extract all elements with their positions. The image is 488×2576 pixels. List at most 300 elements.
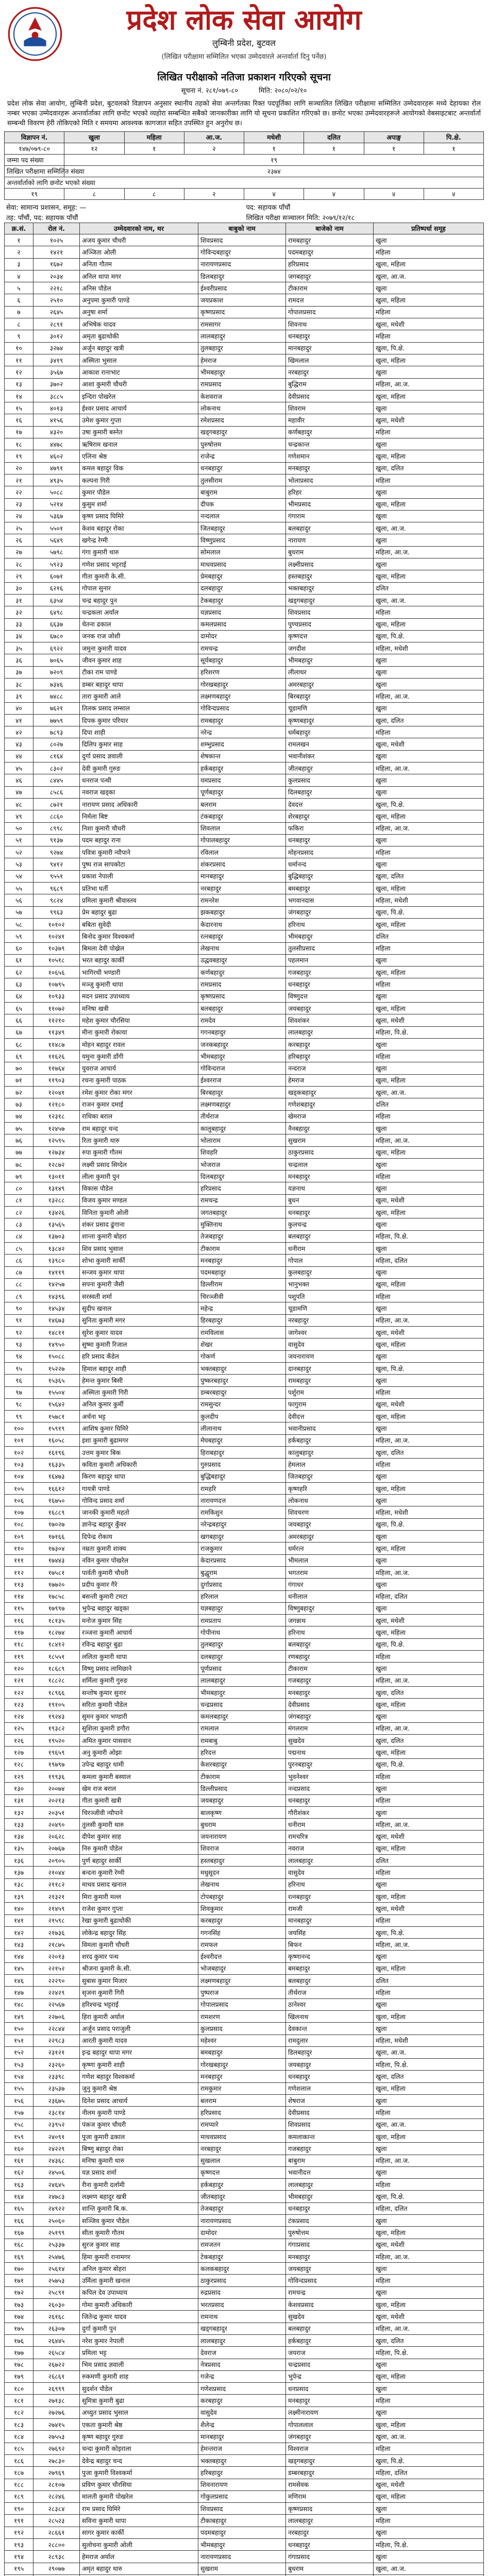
candidate-name-cell: गणेश प्रसाद भट्टराई (80, 558, 198, 570)
adv-header-cell: खुला (64, 132, 124, 143)
serial-cell: १४ (5, 390, 33, 402)
father-name-cell: रामप्रताप (198, 1615, 286, 1626)
father-name-cell: शिवनारायण (198, 2479, 286, 2490)
group-cell: महिला, आ.ज. (374, 2250, 484, 2262)
table-row (5, 306, 484, 318)
candidate-name-cell: अस्मिता भुसाल (80, 354, 198, 366)
father-name-cell: धनबहादुर (198, 462, 286, 474)
group-cell: खुला, महिला (374, 1278, 484, 1290)
father-name-cell: हरिप्रसाद (198, 2107, 286, 2119)
table-row (5, 2250, 484, 2262)
table-row (5, 2443, 484, 2454)
group-cell: महिला (374, 2179, 484, 2191)
candidate-name-cell: सुलोचना कुमारी ओली (80, 2539, 198, 2551)
grandfather-name-cell: गणेशबहादुर (286, 1098, 374, 1110)
table-row (5, 2119, 484, 2130)
serial-cell: १४४ (5, 1951, 33, 1962)
candidate-name-cell: दुर्गा प्रसाद ज्ञवाली (80, 750, 198, 762)
father-name-cell: गोकर्ण (198, 1350, 286, 1362)
table-row (5, 318, 484, 330)
group-cell: महिला (374, 1110, 484, 1122)
candidate-name-cell: सञ्जिव कुमार पौडेल (80, 2214, 198, 2226)
grandfather-name-cell: शेरबहादुर (286, 810, 374, 822)
candidate-name-cell: अञ्जिता ओली (80, 246, 198, 258)
candidate-name-cell: चिरञ्जीवी न्यौपाने (80, 1806, 198, 1818)
table-row (5, 1878, 484, 1890)
serial-cell: ८० (5, 1182, 33, 1194)
serial-cell: ५ (5, 282, 33, 294)
table-row (5, 1314, 484, 1326)
group-cell: खुला (374, 2286, 484, 2298)
table-row (5, 1842, 484, 1854)
serial-cell: १०० (5, 1422, 33, 1434)
candidate-name-cell: लोकेन्द्र बहादुर सिंह (80, 1926, 198, 1938)
candidate-name-cell: जमुना कुमारी यादव (80, 642, 198, 654)
father-name-cell: दिलबहादुर (198, 1171, 286, 1182)
grandfather-name-cell: मणिराम (286, 2490, 374, 2502)
candidate-name-cell: जुनु कुमारी श्रेष्ठ (80, 2082, 198, 2094)
grandfather-name-cell: धर्मानन्द (286, 858, 374, 870)
serial-cell: १०१ (5, 1434, 33, 1446)
grandfather-name-cell: नैनबहादुर (286, 1122, 374, 1134)
father-name-cell: रुद्रप्रसाद (198, 2286, 286, 2298)
org-tagline: (लिखित परीक्षामा सम्मिलित भएका उम्मेदवारले अन्तर्वार्ता दिनु पर्नेछ) (161, 53, 327, 61)
roll-no-cell: ११४८७ (33, 1038, 80, 1050)
father-name-cell: गुरुप्रसाद (198, 1459, 286, 1470)
table-row (5, 1758, 484, 1770)
father-name-cell: लालबहादुर (198, 2334, 286, 2346)
grandfather-name-cell: बुधन (286, 1194, 374, 1206)
serial-cell: १३५ (5, 1842, 33, 1854)
grandfather-name-cell: धनबहादुर (286, 1794, 374, 1806)
grandfather-name-cell: डिलबहादुर (286, 2046, 374, 2058)
father-name-cell: रविलाल (198, 846, 286, 858)
serial-cell: ३५ (5, 642, 33, 654)
serial-cell: १७२ (5, 2286, 33, 2298)
candidate-name-cell: अनिल थापा मगर (80, 270, 198, 282)
serial-cell: ४९ (5, 810, 33, 822)
table-row (5, 2286, 484, 2298)
grandfather-name-cell: तुलसीप्रसाद (286, 942, 374, 954)
table-row (5, 750, 484, 762)
father-name-cell: मानबहादुर (198, 870, 286, 882)
candidate-name-cell: गीता कुमारी के.सी. (80, 570, 198, 582)
group-cell: खुला (374, 2263, 484, 2275)
table-row (5, 246, 484, 258)
candidate-name-cell: निर्मला बिष्ट (80, 810, 198, 822)
roll-no-cell: ६२१६ (33, 582, 80, 594)
table-row (5, 1962, 484, 1974)
group-cell: खुला (374, 750, 484, 762)
roll-no-cell: १०१०२ (33, 918, 80, 930)
grandfather-name-cell: कमलाकान्त (286, 2130, 374, 2142)
candidate-name-cell: अमृता बुढाथोकी (80, 330, 198, 342)
table-row (5, 1446, 484, 1458)
serial-cell: ५८ (5, 918, 33, 930)
candidate-name-cell: सागर कुमार कार्की (80, 2527, 198, 2538)
grandfather-name-cell: पर्शुराम (286, 1386, 374, 1398)
candidate-name-cell: श्रीजना कुमारी के.सी. (80, 1962, 198, 1974)
serial-cell: १६७ (5, 2227, 33, 2239)
candidate-name-cell: अर्जुन प्रसाद पराजुली (80, 2023, 198, 2035)
grandfather-name-cell: धनबहादुर (286, 330, 374, 342)
group-cell: खुला, दलित (374, 870, 484, 882)
roll-no-cell: २८१०७ (33, 2479, 80, 2490)
grandfather-name-cell: शेषराज (286, 2095, 374, 2107)
serial-cell: ९२ (5, 1327, 33, 1338)
father-name-cell: यज्ञबहादुर (198, 1602, 286, 1614)
roll-no-cell: २५८९१ (33, 2286, 80, 2298)
table-row (5, 2179, 484, 2191)
serial-cell: ९ (5, 330, 33, 342)
candidate-name-cell: दिपक कुमार परियार (80, 714, 198, 726)
candidate-name-cell: पवित्रा कुमारी न्यौपाने (80, 846, 198, 858)
table-row (5, 1890, 484, 1902)
roll-no-cell: २८६६१ (33, 2527, 80, 2538)
serial-cell: २७ (5, 546, 33, 558)
advertisement-table (4, 131, 484, 200)
father-name-cell: भीमबहादुर (198, 1686, 286, 1698)
serial-cell: ५७ (5, 906, 33, 918)
roll-no-cell: २१७३६ (33, 1926, 80, 1938)
father-name-cell: कर्णबहादुर (198, 967, 286, 978)
candidate-name-cell: जीवन कुमार शाह (80, 654, 198, 666)
grandfather-name-cell: भुवनेश्वर (286, 1771, 374, 1783)
candidate-name-cell: ललिता कुमारी थापा (80, 1651, 198, 1663)
roll-no-cell: १५५०४ (33, 1386, 80, 1398)
table-row (5, 1722, 484, 1734)
roll-no-cell: ५५०१ (33, 522, 80, 534)
father-name-cell: देवराज (198, 2347, 286, 2359)
candidate-name-cell: अनिता गौतम (80, 258, 198, 270)
serial-cell: १२१ (5, 1674, 33, 1686)
grandfather-name-cell: मोहनप्रसाद (286, 846, 374, 858)
results-table (4, 223, 484, 2576)
group-cell: खुला (374, 1951, 484, 1962)
candidate-name-cell: मनोज कुमार सिंह (80, 1615, 198, 1626)
table-row (5, 1482, 484, 1494)
serial-cell: १९५ (5, 2563, 33, 2574)
roll-no-cell: १७९९७ (33, 1602, 80, 1614)
candidate-name-cell: गणेश बहादुर विश्वकर्मा (80, 2071, 198, 2082)
group-cell: खुला (374, 1878, 484, 1890)
roll-no-cell: ६४९८ (33, 606, 80, 618)
father-name-cell: रामसागर (198, 318, 286, 330)
table-row (5, 1867, 484, 1878)
group-cell: खुला (374, 858, 484, 870)
candidate-name-cell: अनिस पौडेल (80, 282, 198, 294)
father-name-cell: गोरखबहादुर (198, 678, 286, 690)
candidate-name-cell: पुष्प राज सापकोटा (80, 858, 198, 870)
serial-cell: १७ (5, 426, 33, 438)
candidate-name-cell: बबिता सुवेदी (80, 918, 198, 930)
roll-no-cell: २५१० (33, 294, 80, 306)
father-name-cell: रामदेव (198, 1014, 286, 1026)
grandfather-name-cell: जयसिंह (286, 1926, 374, 1938)
grandfather-name-cell: चूडामणि (286, 1302, 374, 1314)
roll-no-cell: ११९०३ (33, 1074, 80, 1086)
serial-cell: १२९ (5, 1771, 33, 1783)
table-row (5, 2467, 484, 2479)
roll-no-cell: २२९८३ (33, 2035, 80, 2046)
serial-cell: ४६ (5, 774, 33, 786)
candidate-name-cell: सुबास कुमार मिजार (80, 1975, 198, 1987)
group-cell: महिला (374, 306, 484, 318)
serial-cell: ९६ (5, 1375, 33, 1386)
roll-no-cell: २७१३८ (33, 2395, 80, 2406)
serial-cell: १२३ (5, 1699, 33, 1710)
table-row (5, 330, 484, 342)
grandfather-name-cell: विश्वराज (286, 2443, 374, 2454)
father-name-cell: शिवहरि (198, 1146, 286, 1158)
serial-cell: ६३ (5, 978, 33, 990)
results-header-cell: क्र.सं. (5, 223, 33, 234)
group-cell: महिला (374, 246, 484, 258)
table-row (5, 2419, 484, 2431)
serial-cell: २२ (5, 486, 33, 498)
roll-no-cell: १७०२७ (33, 1518, 80, 1530)
group-cell: खुला (374, 2166, 484, 2178)
father-name-cell: रत्नबहादुर (198, 930, 286, 942)
father-name-cell: नन्दलाल (198, 510, 286, 522)
serial-cell: २६ (5, 534, 33, 546)
table-row (5, 2299, 484, 2311)
candidate-name-cell: दिनेश प्रसाद आचार्य (80, 2095, 198, 2107)
father-name-cell: वासुदेव (198, 2406, 286, 2418)
group-cell: खुला, दलित (374, 462, 484, 474)
group-cell: महिला, दलित (374, 1255, 484, 1266)
group-cell: खुला (374, 366, 484, 378)
table-row (5, 486, 484, 498)
father-name-cell: रामचन्द्र (198, 1194, 286, 1206)
roll-no-cell: २६०३० (33, 2299, 80, 2311)
group-cell: महिला, आ.ज. (374, 546, 484, 558)
roll-no-cell: २६४५ (33, 306, 80, 318)
candidate-name-cell: खेम राज बराल (80, 1783, 198, 1794)
roll-no-cell: १५३६५ (33, 1375, 80, 1386)
father-name-cell: रामविलास (198, 1327, 286, 1338)
serial-cell: १३० (5, 1783, 33, 1794)
group-cell: खुला, आ.ज. (374, 1087, 484, 1098)
serial-cell: १६८ (5, 2239, 33, 2250)
roll-no-cell: १३२८८ (33, 1194, 80, 1206)
grandfather-name-cell: भानुभक्त (286, 1278, 374, 1290)
group-cell: खुला, पि.क्षे. (374, 906, 484, 918)
group-cell: खुला, महिला (374, 1699, 484, 1710)
exam-meta (4, 202, 484, 223)
father-name-cell: गजेन्द्र (198, 2370, 286, 2382)
roll-no-cell: २३२६० (33, 2059, 80, 2071)
grandfather-name-cell: जितबहादुर (286, 1470, 374, 1482)
candidate-name-cell: प्रविण कुमार चौरसिया (80, 2479, 198, 2490)
roll-no-cell: १२३१८ (33, 1110, 80, 1122)
grandfather-name-cell: हरिनाथ (286, 1878, 374, 1890)
candidate-name-cell: यमुना कुमारी डाँगी (80, 1050, 198, 1062)
father-name-cell: लीलानाथ (198, 1422, 286, 1434)
grandfather-name-cell: लालबहादुर (286, 1026, 374, 1038)
table-row (5, 606, 484, 618)
father-name-cell: शिवप्रसाद (198, 2503, 286, 2515)
roll-no-cell: १०५१८ (33, 954, 80, 966)
father-name-cell: बुद्धिबहादुर (198, 1470, 286, 1482)
serial-cell: ३९ (5, 690, 33, 702)
candidate-name-cell: दुर्गा कुमारी पुन (80, 2323, 198, 2334)
roll-no-cell: २८३८४ (33, 2503, 80, 2515)
roll-no-cell: ४१५६ (33, 414, 80, 426)
grandfather-name-cell: धनबहादुर (286, 834, 374, 846)
roll-no-cell: २५३३७ (33, 2239, 80, 2250)
adv-seat-row (5, 143, 484, 155)
meta-service: सेवा: सामान्य प्रशासन, समूह: — (6, 204, 87, 212)
table-row (5, 378, 484, 390)
adv-pass-cell: ४ (304, 189, 364, 200)
serial-cell: १८३ (5, 2419, 33, 2431)
table-row (5, 1735, 484, 1747)
candidate-name-cell: जनक राज जोशी (80, 630, 198, 642)
father-name-cell: रामलाल (198, 1722, 286, 1734)
grandfather-name-cell: गजबहादुर (286, 967, 374, 978)
grandfather-name-cell: देवीप्रसाद (286, 390, 374, 402)
grandfather-name-cell: रामदत्त (286, 294, 374, 306)
roll-no-cell: २७८३० (33, 2454, 80, 2466)
roll-no-cell: ३७०२ (33, 378, 80, 390)
grandfather-name-cell: खेमराज (286, 1110, 374, 1122)
father-name-cell: दामोदर (198, 630, 286, 642)
candidate-name-cell: सुमन कुमार भण्डारी (80, 1710, 198, 1722)
results-header-cell: रोल नं. (33, 223, 80, 234)
serial-cell: १६ (5, 414, 33, 426)
father-name-cell: नेत्रप्रसाद (198, 2359, 286, 2370)
roll-no-cell: २५७५३ (33, 2275, 80, 2286)
candidate-name-cell: मीना कुमारी रोकाया (80, 1026, 198, 1038)
roll-no-cell: १९९३६ (33, 1771, 80, 1783)
grandfather-name-cell: बाबुराम (286, 2155, 374, 2166)
serial-cell: ८३ (5, 1218, 33, 1230)
roll-no-cell: ११२१० (33, 1014, 80, 1026)
group-cell: खुला, महिला (374, 2490, 484, 2502)
grandfather-name-cell: हस्तबहादुर (286, 570, 374, 582)
roll-no-cell: ८१६४ (33, 750, 80, 762)
candidate-name-cell: कृष्ण बहादुर गुरुङ (80, 2431, 198, 2443)
table-row (5, 1975, 484, 1987)
group-cell: महिला, पि.क्षे. (374, 1026, 484, 1038)
roll-no-cell: २८९३८ (33, 2551, 80, 2563)
table-row (5, 426, 484, 438)
group-cell: महिला, पि.क्षे. (374, 2347, 484, 2359)
serial-cell: ३६ (5, 654, 33, 666)
group-cell: खुला (374, 2023, 484, 2035)
candidate-name-cell: चन्द्र बहादुर पुन (80, 594, 198, 606)
father-name-cell: केशरबहादुर (198, 1758, 286, 1770)
father-name-cell: गोपालप्रसाद (198, 1998, 286, 2010)
father-name-cell: टीकाराम (198, 1771, 286, 1783)
candidate-name-cell: कुसुम शर्मा (80, 498, 198, 510)
results-header-row (5, 223, 484, 234)
grandfather-name-cell: रामबहादुर (286, 1375, 374, 1386)
grandfather-name-cell: कर्णबहादुर (286, 426, 374, 438)
group-cell: खुला, मधेशी (374, 1398, 484, 1410)
grandfather-name-cell: शिवशंकर (286, 1014, 374, 1026)
grandfather-name-cell: बमबहादुर (286, 1962, 374, 1974)
adv-exam-value: २३७४ (64, 166, 484, 177)
father-name-cell: ठाकुरप्रसाद (198, 2275, 286, 2286)
serial-cell: १०३ (5, 1459, 33, 1470)
grandfather-name-cell: लक्ष्मीप्रसाद (286, 558, 374, 570)
group-cell: महिला, आ.ज. (374, 1722, 484, 1734)
group-cell: खुला, महिला (374, 450, 484, 462)
father-name-cell: भक्तबहादुर (198, 1362, 286, 1374)
candidate-name-cell: माधव प्रसाद खनाल (80, 1878, 198, 1890)
candidate-name-cell: बसन्ती कुमारी टमटा (80, 1590, 198, 1602)
roll-no-cell: ४६०२ (33, 450, 80, 462)
candidate-name-cell: अच्युत प्रसाद भुसाल (80, 2406, 198, 2418)
father-name-cell: गोविन्दबहादुर (198, 246, 286, 258)
group-cell: खुला, मधेशी (374, 2311, 484, 2323)
father-name-cell: यज्ञप्रसाद (198, 606, 286, 618)
table-row (5, 1566, 484, 1578)
candidate-name-cell: अनुपमा कुमारी पाण्डे (80, 294, 198, 306)
serial-cell: २ (5, 246, 33, 258)
grandfather-name-cell: शिवप्रसाद (286, 606, 374, 618)
candidate-name-cell: नम्रता कुमारी शाक्य (80, 1543, 198, 1554)
father-name-cell: नरबहादुर (198, 2143, 286, 2155)
candidate-name-cell: उपेन्द्र बहादुर धामी (80, 1758, 198, 1770)
candidate-name-cell: राधिका बराल (80, 1110, 198, 1122)
candidate-name-cell: तुलसी कुमारी थारु (80, 1819, 198, 1831)
table-row (5, 786, 484, 798)
adv-header-cell: पि.क्षे. (424, 132, 483, 143)
candidate-name-cell: उषा कुमारी बस्नेत (80, 426, 198, 438)
father-name-cell: गणेशप्रसाद (198, 2383, 286, 2395)
candidate-name-cell: खगेन्द्र रेग्मी (80, 534, 198, 546)
grandfather-name-cell: गंगाधर (286, 1579, 374, 1590)
table-row (5, 1903, 484, 1914)
grandfather-name-cell: गंगाराम (286, 510, 374, 522)
serial-cell: ११९ (5, 1651, 33, 1663)
roll-no-cell: ८८६० (33, 810, 80, 822)
candidate-name-cell: युवराज आचार्य (80, 1062, 198, 1074)
serial-cell: ४२ (5, 726, 33, 738)
roll-no-cell: २३६७५ (33, 2095, 80, 2107)
roll-no-cell: १२४५७ (33, 1122, 80, 1134)
roll-no-cell: १४८११ (33, 1327, 80, 1338)
group-cell: दलित (374, 582, 484, 594)
table-row (5, 2431, 484, 2443)
father-name-cell: जयनारायण (198, 1831, 286, 1842)
roll-no-cell: १०७९५ (33, 978, 80, 990)
group-cell: खुला (374, 558, 484, 570)
grandfather-name-cell: कृष्णानन्द (286, 1951, 374, 1962)
grandfather-name-cell: लालबहादुर (286, 2179, 374, 2191)
roll-no-cell: ९८२४ (33, 894, 80, 906)
roll-no-cell: ६३५४ (33, 594, 80, 606)
group-cell: महिला, आ.ज. (374, 378, 484, 390)
father-name-cell: रामशरण (198, 2010, 286, 2022)
grandfather-name-cell: गोपाल (286, 1255, 374, 1266)
group-cell: महिला (374, 426, 484, 438)
candidate-name-cell: राजेश कुमार गुप्ता (80, 1903, 198, 1914)
serial-cell: १८२ (5, 2406, 33, 2418)
group-cell: खुला, महिला (374, 618, 484, 630)
father-name-cell: हिराबहादुर (198, 1446, 286, 1458)
roll-no-cell: २६३०७ (33, 2323, 80, 2334)
candidate-name-cell: गायत्री पाण्डे (80, 1482, 198, 1494)
serial-cell: २४ (5, 510, 33, 522)
serial-cell: ७० (5, 1062, 33, 1074)
candidate-name-cell: शरद कुमार पन्थ (80, 1951, 198, 1962)
roll-no-cell: १०२५ (33, 234, 80, 246)
serial-cell: १२५ (5, 1722, 33, 1734)
